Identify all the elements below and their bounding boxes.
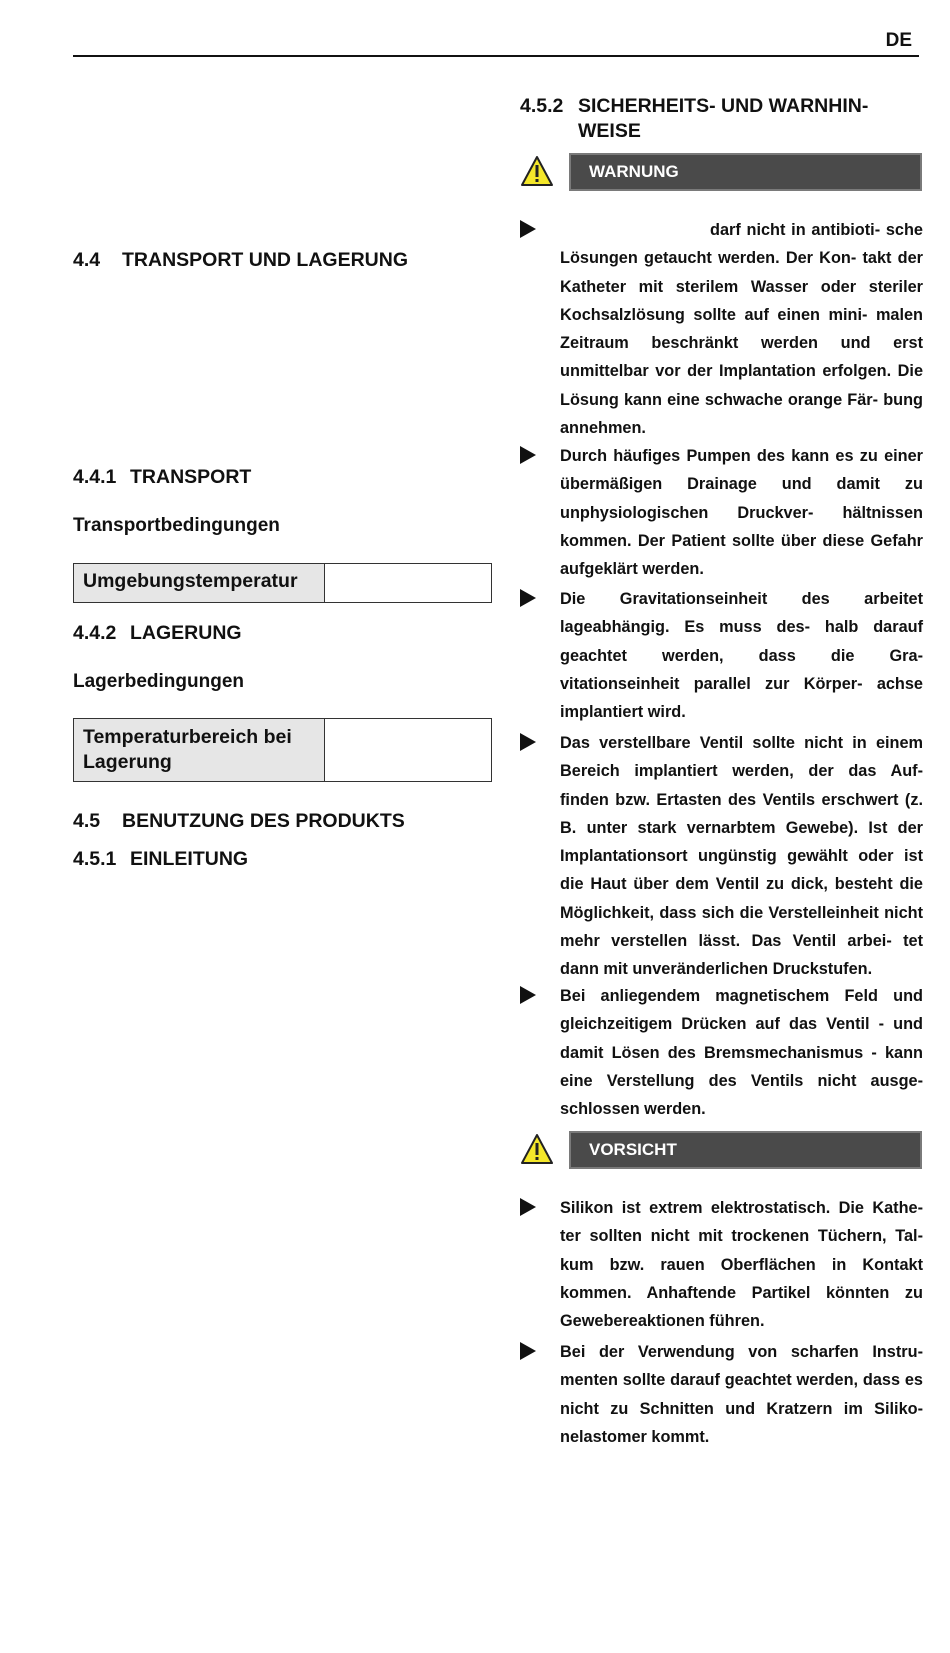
section-4-4-2-heading: 4.4.2 LAGERUNG [73, 622, 242, 644]
warning-triangle-icon [520, 155, 554, 187]
caution-label: VORSICHT [569, 1131, 922, 1169]
transport-conditions-table [73, 563, 492, 603]
caution-callout [520, 1131, 927, 1173]
list-item: Silikon ist extrem elektrostatisch. Die Kathe- ter sollten nicht mit trockenen Tüchern, Tal- kum bzw. rauen Oberflächen in Kontakt kommen. Anhaftende Partikel könnten zu Gewebereaktionen führen. [520, 1194, 923, 1335]
section-4-4-heading: 4.4 TRANSPORT UND LAGERUNG [73, 249, 408, 271]
list-item: Durch häufiges Pumpen des kann es zu einer übermäßigen Drainage und damit zu unphysiologischen Druckver- hältnissen kommen. Der Patient sollte über diese Gefahr aufgeklärt werden. [520, 442, 923, 583]
list-item: Bei der Verwendung von scharfen Instru- menten sollte darauf geachtet werden, dass es nicht zu Schnitten und Kratzern im Siliko- nelastomer kommt. [520, 1338, 923, 1451]
language-code: DE [885, 30, 912, 51]
section-4-5-2-heading: 4.5.2 SICHERHEITS- UND WARNHIN- WEISE [520, 95, 869, 142]
section-4-5-heading: 4.5 BENUTZUNG DES PRODUKTS [73, 810, 405, 832]
table-key-cell: Temperaturbereich bei Lagerung [74, 719, 325, 782]
bullet-arrow-icon [520, 1342, 536, 1360]
list-item: darf nicht in antibioti- sche Lösungen getaucht werden. Der Kon- takt der Katheter mit sterilem Wasser oder steriler Kochsalzlösung sollte auf einen mini- malen Zeitraum beschränkt werden und erst unmittelbar vor der Implantation erfolgen. Die Lösung kann eine schwache orange Fär- bung annehmen. [520, 216, 923, 442]
warning-label: WARNUNG [569, 153, 922, 191]
bullet-arrow-icon [520, 446, 536, 464]
table-row [74, 719, 492, 782]
bullet-arrow-icon [520, 733, 536, 751]
section-4-5-1-heading: 4.5.1 EINLEITUNG [73, 848, 249, 870]
warning-callout [520, 153, 927, 195]
header-rule [73, 55, 919, 57]
list-item: Das verstellbare Ventil sollte nicht in einem Bereich implantiert werden, der das Auf- finden bzw. Ertasten des Ventils erschwert (z. B. unter stark vernarbtem Gewebe). Ist der Implantationsort ungünstig gewählt oder ist die Haut über dem Ventil zu dick, besteht die Möglichkeit, dass sich die Verstelleinheit nicht mehr verstellen lässt. Das Ventil arbei- tet dann mit unveränderlichen Druckstufen. [520, 729, 923, 984]
table-key-cell: Umgebungstemperatur [74, 564, 325, 603]
bullet-arrow-icon [520, 986, 536, 1004]
bullet-arrow-icon [520, 589, 536, 607]
storage-conditions-table [73, 718, 492, 782]
table-value-cell [325, 564, 492, 603]
bullet-arrow-icon [520, 220, 536, 238]
storage-conditions-heading: Lagerbedingungen [73, 671, 244, 692]
bullet-arrow-icon [520, 1198, 536, 1216]
table-value-cell [325, 719, 492, 782]
transport-conditions-heading: Transportbedingungen [73, 515, 280, 536]
list-item: Bei anliegendem magnetischem Feld und gleichzeitigem Drücken auf das Ventil - und damit Lösen des Bremsmechanismus - kann eine Verstellung des Ventils nicht ausge- schlossen werden. [520, 982, 923, 1123]
table-row [74, 564, 492, 603]
warning-triangle-icon [520, 1133, 554, 1165]
list-item: Die Gravitationseinheit des arbeitet lageabhängig. Es muss des- halb darauf geachtet werden, dass die Gra- vitationseinheit parallel zur Körper- achse implantiert wird. [520, 585, 923, 726]
section-4-4-1-heading: 4.4.1 TRANSPORT [73, 466, 252, 488]
